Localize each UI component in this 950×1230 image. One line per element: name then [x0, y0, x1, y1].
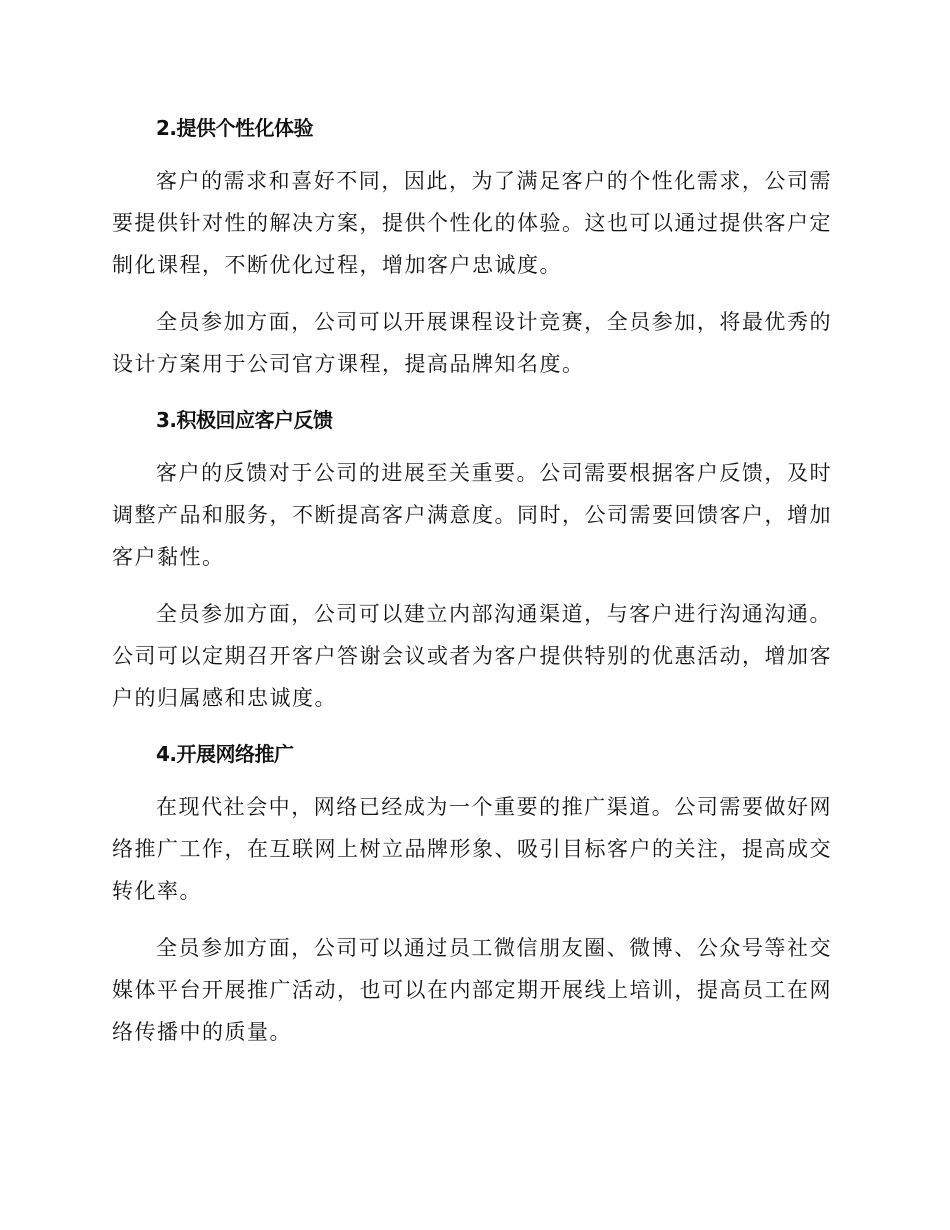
paragraph: 客户的反馈对于公司的进展至关重要。公司需要根据客户反馈，及时调整产品和服务，不断提高客户满意度。同时，公司需要回馈客户，增加客户黏性。: [112, 461, 832, 569]
paragraph: 全员参加方面，公司可以建立内部沟通渠道，与客户进行沟通沟通。公司可以定期召开客户答谢会议或者为客户提供特别的优惠活动，增加客户的归属感和忠诚度。: [112, 602, 832, 710]
paragraph: 全员参加方面，公司可以开展课程设计竞赛，全员参加，将最优秀的设计方案用于公司官方课程，提高品牌知名度。: [112, 310, 832, 376]
paragraph: 全员参加方面，公司可以通过员工微信朋友圈、微博、公众号等社交媒体平台开展推广活动，也可以在内部定期开展线上培训，提高员工在网络传播中的质量。: [112, 936, 832, 1044]
paragraph: 在现代社会中，网络已经成为一个重要的推广渠道。公司需要做好网络推广工作，在互联网上树立品牌形象、吸引目标客户的关注，提高成交转化率。: [112, 795, 832, 903]
section-heading: 4.开展网络推广: [156, 742, 294, 766]
section-heading: 2.提供个性化体验: [156, 116, 314, 140]
paragraph: 客户的需求和喜好不同，因此，为了满足客户的个性化需求，公司需要提供针对性的解决方案，提供个性化的体验。这也可以通过提供客户定制化课程，不断优化过程，增加客户忠诚度。: [112, 169, 832, 277]
section-heading: 3.积极回应客户反馈: [156, 408, 333, 432]
document-body: [112, 108, 832, 1053]
